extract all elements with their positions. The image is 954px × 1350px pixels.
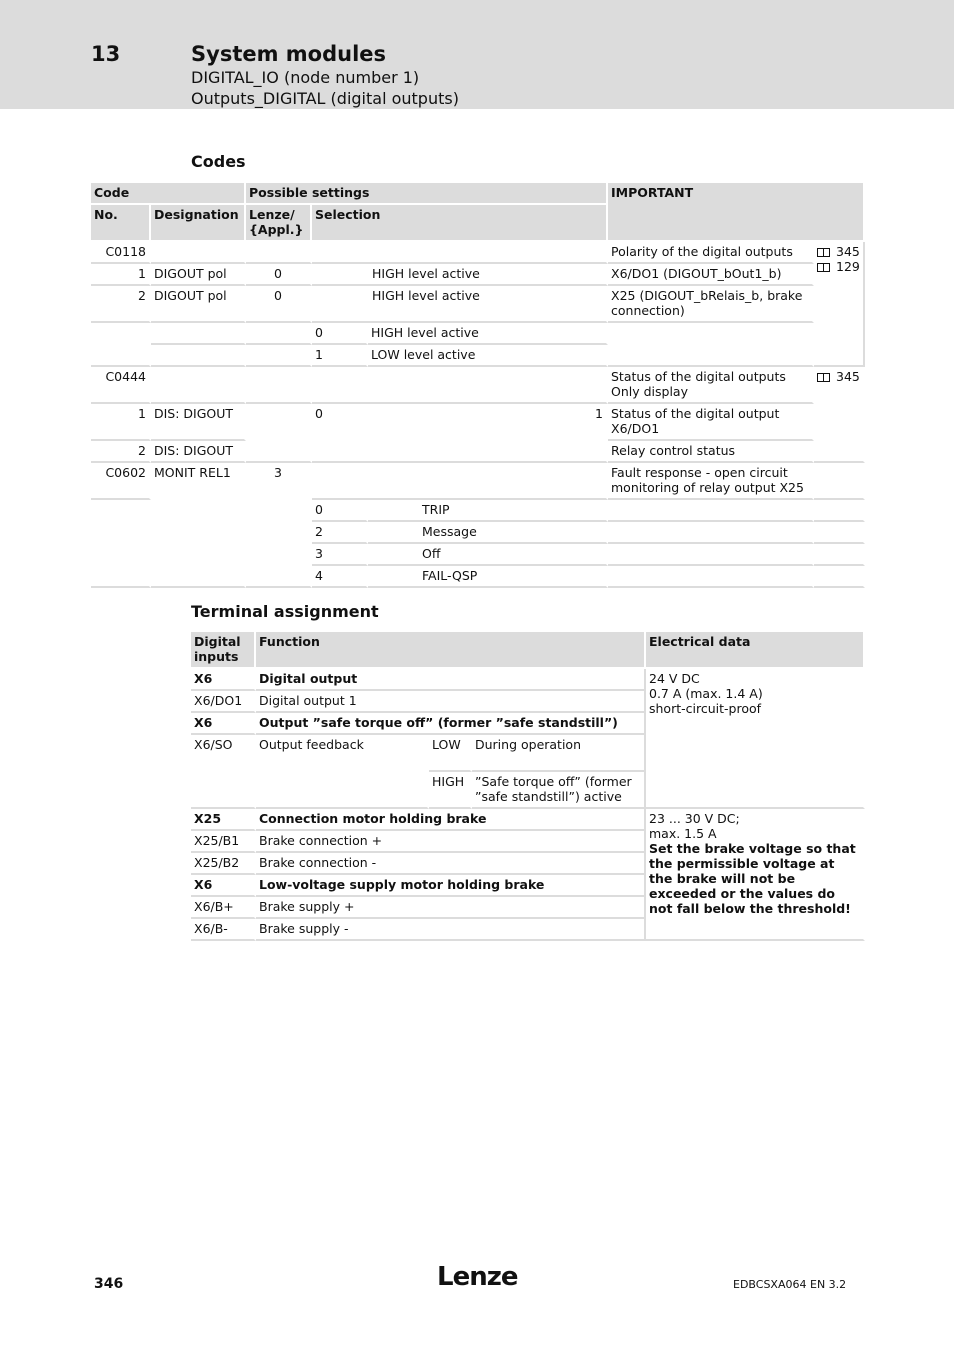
book-icon (817, 373, 830, 382)
table-row (91, 404, 865, 441)
header-electrical-data: Electrical data (646, 632, 865, 669)
terminal-table (191, 632, 865, 941)
subcode-no: 2 (91, 286, 151, 323)
subcode-important: X25 (DIGOUT_bRelais_b, brake connection) (608, 286, 814, 323)
terminal-function: Low-voltage supply motor holding brake (256, 875, 646, 897)
option-value: 4 (312, 566, 368, 588)
document-id: EDBCSXA064 EN 3.2 (733, 1278, 847, 1291)
terminal-function: Digital output (256, 669, 646, 691)
terminal-function: Brake supply - (256, 919, 646, 941)
page-ref[interactable]: 345 (836, 369, 860, 384)
lenze-setting: 0 (246, 286, 312, 323)
terminal-id: X25 (191, 809, 256, 831)
option-value: 0 (312, 500, 368, 522)
lenze-setting: 0 (246, 264, 312, 286)
header-function: Function (256, 632, 646, 669)
book-icon (817, 248, 830, 257)
terminal-function: Brake connection - (256, 853, 646, 875)
option-text: Off (368, 544, 608, 566)
header-important: IMPORTANT (608, 183, 865, 242)
code-important: Fault response - open circuit monitoring of relay output X25 (608, 463, 814, 500)
selection-value: HIGH level active (312, 264, 608, 286)
subcode-designation: DIGOUT pol (151, 264, 246, 286)
code-refs (814, 242, 865, 367)
terminal-function: Connection motor holding brake (256, 809, 646, 831)
terminal-id: X25/B1 (191, 831, 256, 853)
header-digital-inputs: Digital inputs (191, 632, 256, 669)
table-row (91, 286, 865, 323)
electrical-data-brake: 23 ... 30 V DC; max. 1.5 A Set the brake voltage so that the permissible voltage at the brake will not be exceeded or the values do not fall below the threshold! (646, 809, 865, 941)
level-description: ”Safe torque off” (former ”safe standstill”) active (472, 772, 646, 809)
subcode-important: X6/DO1 (DIGOUT_bOut1_b) (608, 264, 814, 286)
header-no: No. (91, 205, 151, 242)
terminal-id: X6 (191, 669, 256, 691)
terminal-id: X6/B+ (191, 897, 256, 919)
code-refs (814, 367, 865, 463)
option-text: Message (368, 522, 608, 544)
subcode-designation: DIS: DIGOUT (151, 404, 246, 441)
option-text: LOW level active (368, 345, 608, 367)
header-designation: Designation (151, 205, 246, 242)
table-row (191, 809, 865, 831)
subcode-designation: DIGOUT pol (151, 286, 246, 323)
terminal-id: X6/B- (191, 919, 256, 941)
code-no: C0602 (91, 463, 151, 500)
terminal-heading: Terminal assignment (191, 602, 379, 621)
level-label: HIGH (429, 772, 472, 809)
subcode-no: 2 (91, 441, 151, 463)
table-row (191, 669, 865, 691)
option-value: 2 (312, 522, 368, 544)
terminal-id: X6 (191, 875, 256, 897)
lenze-logo: Lenze (437, 1262, 518, 1292)
table-row (91, 463, 865, 500)
subcode-important: Relay control status (608, 441, 814, 463)
book-icon (817, 263, 830, 272)
option-value: 1 (312, 345, 368, 367)
header-lenze-appl: Lenze/ {Appl.} (246, 205, 312, 242)
terminal-function: Digital output 1 (256, 691, 646, 713)
option-text: FAIL-QSP (368, 566, 608, 588)
codes-table (91, 183, 865, 588)
option-value: 0 (312, 323, 368, 345)
selection-value: HIGH level active (312, 286, 608, 323)
option-text: HIGH level active (368, 323, 608, 345)
terminal-function: Brake connection + (256, 831, 646, 853)
terminal-function: Brake supply + (256, 897, 646, 919)
terminal-header-row (191, 632, 865, 669)
option-value: 3 (312, 544, 368, 566)
subcode-no: 1 (91, 264, 151, 286)
subtitle-node: DIGITAL_IO (node number 1) (191, 68, 420, 87)
codes-heading: Codes (191, 152, 246, 171)
code-no: C0444 (91, 367, 151, 404)
header-selection: Selection (312, 205, 608, 242)
header-possible-settings: Possible settings (246, 183, 608, 205)
level-description: During operation (472, 735, 646, 772)
terminal-id: X6 (191, 713, 256, 735)
lenze-setting: 3 (246, 463, 312, 588)
code-no: C0118 (91, 242, 151, 264)
chapter-number: 13 (91, 42, 121, 66)
header-code: Code (91, 183, 246, 205)
page-ref[interactable]: 129 (836, 259, 860, 274)
table-row (91, 367, 865, 404)
page-number: 346 (94, 1276, 124, 1292)
page-ref[interactable]: 345 (836, 244, 860, 259)
chapter-title: System modules (191, 42, 387, 66)
header-band (0, 0, 954, 109)
subtitle-outputs: Outputs_DIGITAL (digital outputs) (191, 89, 459, 108)
option-text: TRIP (368, 500, 608, 522)
terminal-id: X25/B2 (191, 853, 256, 875)
terminal-id: X6/SO (191, 735, 256, 809)
codes-header-row-1 (91, 183, 865, 205)
selection-range: 0 1 (312, 404, 608, 463)
terminal-function: Output feedback (256, 735, 429, 809)
electrical-data-x6: 24 V DC 0.7 A (max. 1.4 A) short-circuit-proof (646, 669, 865, 809)
table-row (91, 323, 865, 345)
table-row (91, 242, 865, 264)
table-row (91, 345, 865, 367)
code-important: Status of the digital outputs Only display (608, 367, 814, 404)
subcode-important: Status of the digital output X6/DO1 (608, 404, 814, 441)
code-important: Polarity of the digital outputs (608, 242, 814, 264)
terminal-function: Output ”safe torque off” (former ”safe standstill”) (256, 713, 646, 735)
terminal-id: X6/DO1 (191, 691, 256, 713)
table-row (91, 264, 865, 286)
subcode-no: 1 (91, 404, 151, 441)
code-designation: MONIT REL1 (151, 463, 246, 588)
subcode-designation: DIS: DIGOUT (151, 441, 246, 463)
level-label: LOW (429, 735, 472, 772)
